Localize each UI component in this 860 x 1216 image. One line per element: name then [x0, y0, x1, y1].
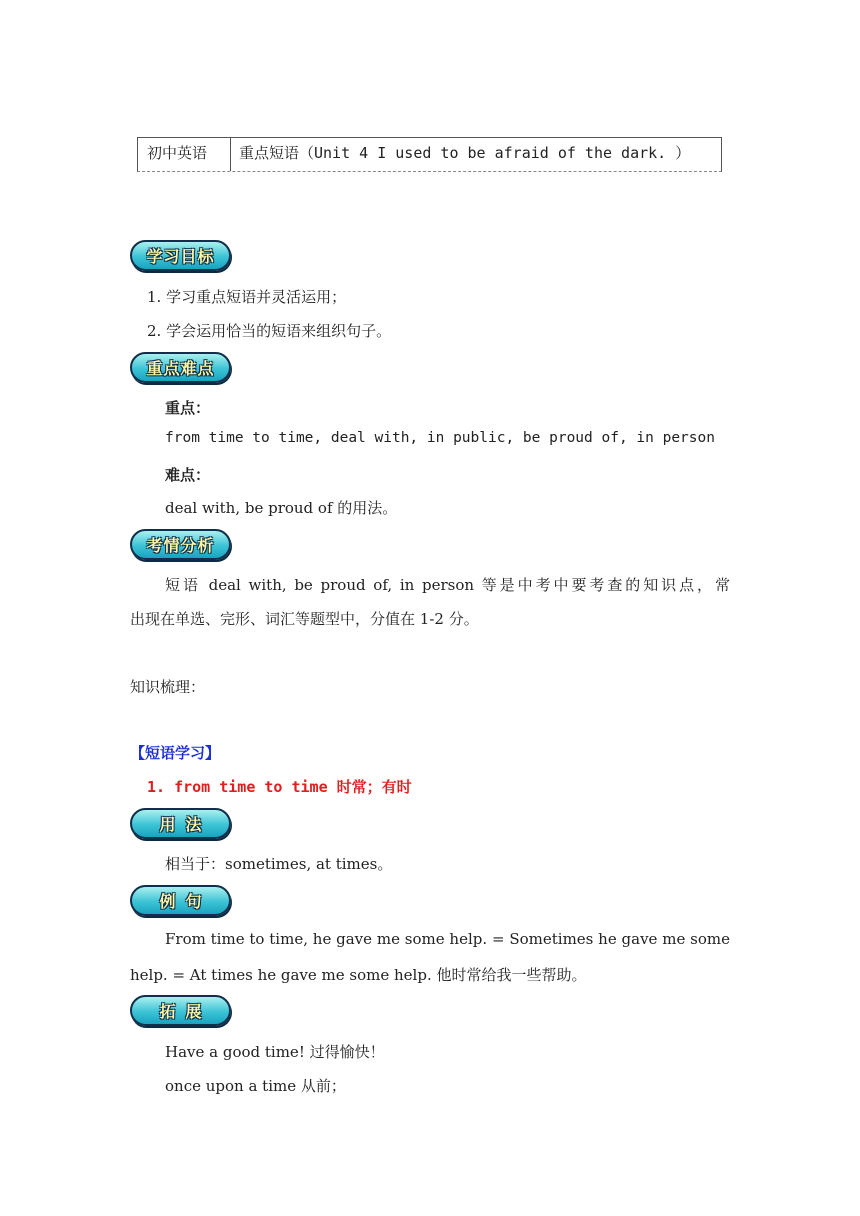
objective-item-1: 1. 学习重点短语并灵活运用；: [147, 288, 347, 306]
difficult-text: deal with, be proud of 的用法。: [165, 499, 398, 517]
header-topic: 重点短语（Unit 4 I used to be afraid of the dark. ）: [239, 144, 691, 162]
key-text: from time to time, deal with, in public, be proud of, in person: [165, 430, 715, 446]
usage-badge: 用法: [130, 808, 231, 839]
example-line-1: From time to time, he gave me some help. = Sometimes he gave me some: [165, 930, 730, 948]
key-points-badge: 重点难点: [130, 352, 231, 383]
phrase-section-title: 【短语学习】: [130, 744, 221, 762]
header-subject: 初中英语: [138, 138, 231, 171]
knowledge-title: 知识梳理：: [130, 678, 206, 696]
header-table: [137, 137, 722, 172]
extension-badge: 拓展: [130, 995, 231, 1026]
extension-item-2: once upon a time 从前；: [165, 1077, 346, 1095]
exam-line-1: 短语 deal with, be proud of, in person 等是中考中要考查的知识点，常: [165, 576, 730, 594]
exam-line-2: 出现在单选、完形、词汇等题型中，分值在 1-2 分。: [130, 610, 479, 628]
objectives-badge: 学习目标: [130, 240, 231, 271]
key-label: 重点：: [165, 399, 211, 417]
difficult-label: 难点：: [165, 466, 211, 484]
usage-text: 相当于：sometimes, at times。: [165, 855, 393, 873]
exam-badge: 考情分析: [130, 529, 231, 560]
phrase-1-title: 1. from time to time 时常；有时: [147, 778, 412, 796]
example-badge: 例句: [130, 885, 231, 916]
objective-item-2: 2. 学会运用恰当的短语来组织句子。: [147, 322, 392, 340]
example-line-2: help. = At times he gave me some help. 他时常给我一些帮助。: [130, 966, 587, 984]
extension-item-1: Have a good time! 过得愉快！: [165, 1043, 385, 1061]
